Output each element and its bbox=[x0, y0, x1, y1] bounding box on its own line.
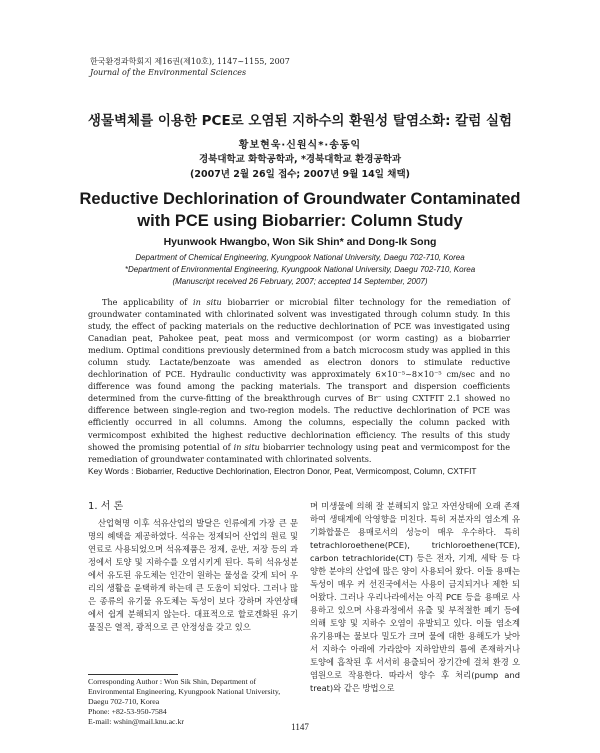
journal-header bbox=[90, 56, 290, 78]
footnote-phone: Phone: +82-53-950-7584 bbox=[88, 707, 167, 716]
journal-citation-kr: 한국환경과학회지 제16권(제10호), 1147~1155, 2007 bbox=[90, 57, 290, 66]
corresponding-author-footnote bbox=[88, 677, 298, 727]
abstract-text-3: biobarrier technology using peat and vermicompost for the remediation of groundwater contaminated with chlorinated solvents. bbox=[88, 441, 510, 464]
body-paragraph-right: 며 미생물에 의해 잘 분해되지 않고 자연상태에 오래 존재하여 생태계에 악영향을 미친다. 특히 저분자의 염소계 유기화합물은 용매로서의 성능이 매우 우수하다. 특히 tetrachloroethene(PCE), trichloroethene(TCE), carbon tetrachloride(CT) 등은 전자, 기계, 세탁 등 다양한 분야의 산업에 많은 양이 사용되어 왔다. 이들 용매는 독성이 매우 커 선진국에서는 사용이 금지되거나 제한 되어왔다. 그러나 우리나라에서는 아직 PCE 등을 용매로 사용하고 있으며 사용과정에서 유출 및 부적절한 폐기 등에 의해 토양 및 지하수 오염이 유발되고 있다. 이들 염소계 유기용매는 물보다 밀도가 크며 물에 대한 용해도가 낮아서 지하수 아래에 가라앉아 지하암반의 틈에 존재하거나 토양에 흡착된 후 서서히 용출되어 장기간에 걸쳐 환경 오염원으로 작용한다. 따라서 양수 후 처리(pump and treat)와 같은 방법으로 bbox=[310, 501, 520, 693]
page-number: 1147 bbox=[291, 722, 309, 732]
manuscript-dates: (Manuscript received 26 February, 2007; accepted 14 September, 2007) bbox=[172, 277, 428, 286]
footnote-author: Corresponding Author : Won Sik Shin, Department of Environmental Engineering, Kyungpook National University, Daegu 702-710, Korea bbox=[88, 677, 281, 706]
title-korean: 생물벽체를 이용한 PCE로 오염된 지하수의 환원성 탈염소화: 칼럼 실험 bbox=[87, 113, 513, 129]
title-english bbox=[0, 188, 600, 232]
title-english-line2: with PCE using Biobarrier: Column Study bbox=[137, 212, 463, 230]
affiliation-korean: 경북대학교 화학공학과, *경북대학교 환경공학과 bbox=[198, 154, 402, 165]
section-heading-introduction: 1. 서 론 bbox=[88, 501, 124, 512]
title-english-line1: Reductive Dechlorination of Groundwater Contaminated bbox=[79, 190, 521, 208]
affiliation-english-line2: *Department of Environmental Engineering, Kyungpook National University, Daegu 702-710, Korea bbox=[124, 265, 476, 274]
abstract-italic-1: in situ bbox=[192, 297, 222, 307]
abstract-italic-2: in situ bbox=[233, 441, 260, 452]
journal-name-en: Journal of the Environmental Sciences bbox=[90, 68, 247, 77]
abstract-text-2: biobarrier or microbial filter technology for the remediation of groundwater contaminated with chlorinated solvent was investigated through column study. In this study, the effect of packing materials on the reductive dechlorination of PCE was investigated using Canadian peat, Pahokee peat, peat moss and vermicompost (or worm casting) as a biobarrier medium. Optimal conditions previously determined from a batch microcosm study was applied in this column study. Lactate/benzoate was amended as electron donors to stimulate reductive dechlorination of PCE. Hydraulic conductivity was approximately 6×10⁻⁵~8×10⁻⁵ cm/sec and no difference was found among the packing materials. The transport and dispersion coefficients determined from the curve-fitting of the breakthrough curves of Br⁻ using CXTFIT 2.1 showed no difference between single-region and two-region models. The reductive dechlorination of PCE was efficiently occurred in all columns. Among the columns, especially the column packed with vermicompost exhibited the highest reductive dechlorination efficiency. The results of this study showed the promising potential of bbox=[88, 297, 510, 452]
footnote-email: E-mail: wshin@mail.knu.ac.kr bbox=[88, 717, 184, 726]
authors-korean: 황보현욱·신원식*·송동익 bbox=[238, 140, 362, 151]
received-date-korean: (2007년 2월 26일 접수; 2007년 9월 14일 채택) bbox=[190, 169, 410, 180]
body-column-left bbox=[88, 500, 298, 634]
abstract-text-1: The applicability of bbox=[102, 297, 193, 307]
abstract bbox=[88, 296, 510, 465]
affiliation-english-line1: Department of Chemical Engineering, Kyungpook National University, Daegu 702-710, Korea bbox=[135, 253, 465, 262]
keywords: Key Words : Biobarrier, Reductive Dechlorination, Electron Donor, Peat, Vermicompost, Column, CXTFIT bbox=[88, 466, 477, 476]
footnote-rule bbox=[88, 674, 178, 675]
authors-english: Hyunwook Hwangbo, Won Sik Shin* and Dong-Ik Song bbox=[163, 236, 437, 248]
body-column-right bbox=[310, 500, 520, 695]
affiliation-english bbox=[0, 252, 600, 288]
body-paragraph-left: 산업혁명 이후 석유산업의 발달은 인류에게 가장 큰 문명의 혜택을 제공하였다. 석유는 정제되어 산업의 원료 및 연료로 사용되었으며 석유제품은 정제, 운반, 저장 등의 과정에서 토양 및 지하수를 오염시키게 된다. 특히 석유성분에서 유도된 유도체는 인간이 원하는 물성을 갖게 되어 우리의 생활을 윤택하게 하는데 큰 도움이 되었다. 그러나 많은 종류의 유기물 유도체는 독성이 보다 강하며 자연상태에서 쉽게 분해되지 않는다. 대표적으로 할로겐화된 유기물질은 열적, 광적으로 큰 안정성을 갖고 있으 bbox=[88, 518, 298, 632]
